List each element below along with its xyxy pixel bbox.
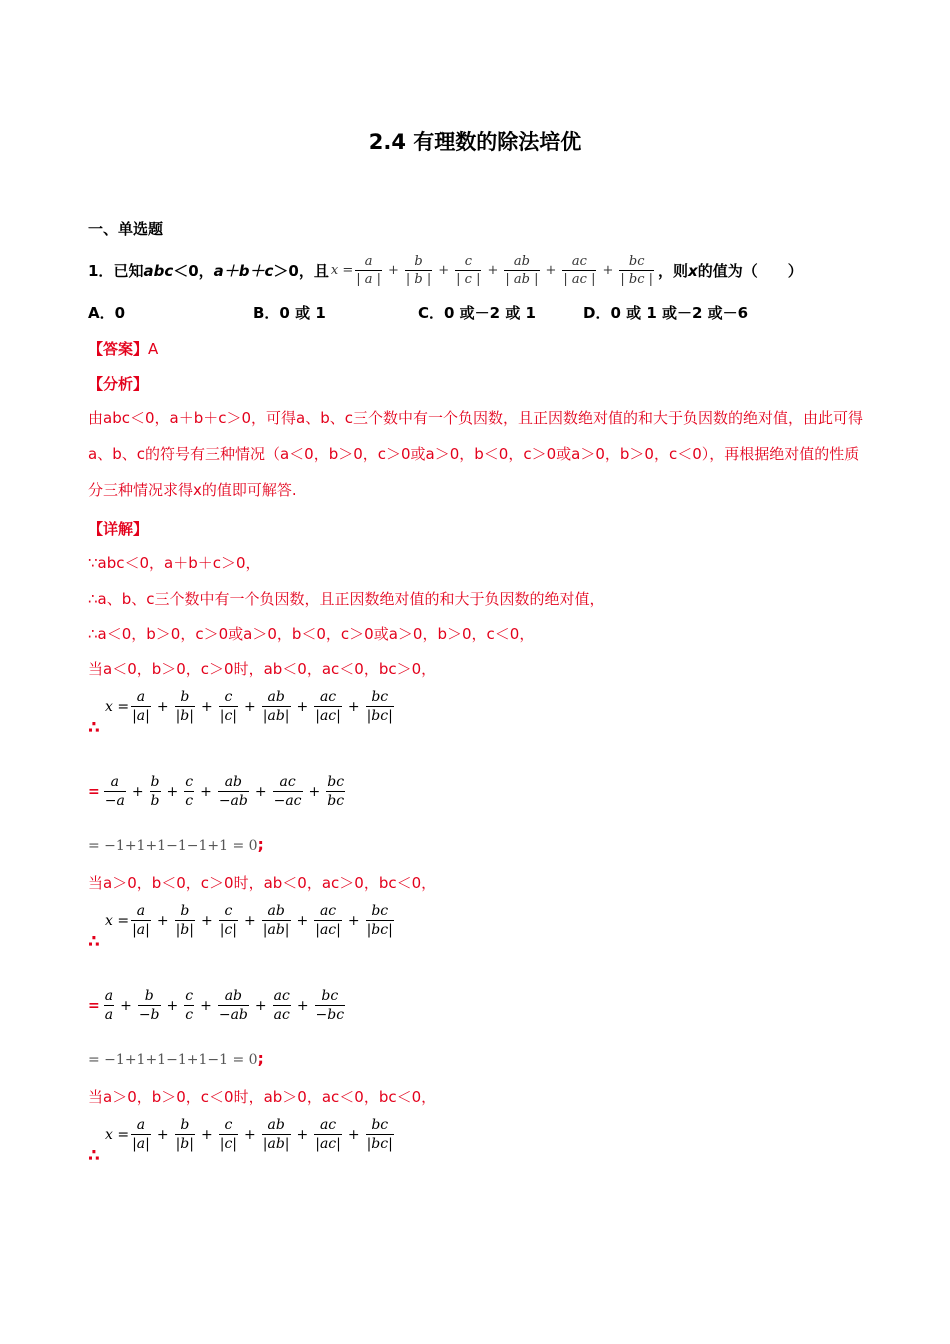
detail-line-6: 当a＞0，b＞0，c＜0时，ab＞0，ac＜0，bc＜0，	[88, 1088, 437, 1106]
case1-substitution: = $\frac{a}{-a}$ + $\frac{b}{b}$ + $\frac{c}{c}$ + $\frac{ab}{-ab}$ + $\frac{ac}{-ac}$ + $\frac{bc}{bc}$	[88, 774, 345, 809]
therefore-symbol: ∴	[88, 718, 100, 738]
answer-label: 【答案】	[88, 340, 149, 358]
question-1	[88, 255, 803, 286]
answer-row	[88, 338, 158, 359]
option-b[interactable]: B．0 或 1	[253, 304, 326, 322]
case1-result: = −1+1+1−1−1+1 = 0;	[88, 835, 264, 854]
detail-line-2: ∴a、b、c三个数中有一个负因数，且正因数绝对值的和大于负因数的绝对值，	[88, 590, 605, 608]
detail-label: 【详解】	[88, 520, 149, 538]
case3-formula: x = $\frac{a}{|a|}$ + $\frac{b}{|b|}$ + $\frac{c}{|c|}$ + $\frac{ab}{|ab|}$ + $\frac{ac}{|ac|}$ + $\frac{bc}{|bc|}$	[105, 1117, 393, 1152]
section-heading: 一、单选题	[88, 220, 164, 238]
therefore-symbol: ∴	[88, 1146, 100, 1166]
case1-formula: x = $\frac{a}{|a|}$ + $\frac{b}{|b|}$ + $\frac{c}{|c|}$ + $\frac{ab}{|ab|}$ + $\frac{ac}{|ac|}$ + $\frac{bc}{|bc|}$	[105, 689, 393, 724]
option-c[interactable]: C．0 或－2 或 1	[418, 304, 536, 322]
formula-lhs: x =	[330, 263, 354, 279]
question-number: 1．	[88, 262, 114, 281]
question-gt: ＞0，且	[273, 262, 329, 281]
therefore-symbol: ∴	[88, 932, 100, 952]
question-cond2: a＋b＋c	[213, 262, 274, 281]
question-suffix2: 的值为（ ）	[697, 262, 803, 281]
case2-formula: x = $\frac{a}{|a|}$ + $\frac{b}{|b|}$ + $\frac{c}{|c|}$ + $\frac{ab}{|ab|}$ + $\frac{ac}{|ac|}$ + $\frac{bc}{|bc|}$	[105, 903, 393, 938]
question-var: x	[688, 261, 698, 280]
detail-line-1: ∵abc＜0，a＋b＋c＞0，	[88, 554, 261, 572]
detail-line-5: 当a＞0，b＜0，c＞0时，ab＜0，ac＞0，bc＜0，	[88, 874, 437, 892]
detail-line-3: ∴a＜0，b＞0，c＞0或a＞0，b＜0，c＞0或a＞0，b＞0，c＜0，	[88, 625, 535, 643]
page-title: 2.4 有理数的除法培优	[368, 130, 582, 154]
case2-substitution: = $\frac{a}{a}$ + $\frac{b}{-b}$ + $\frac{c}{c}$ + $\frac{ab}{-ab}$ + $\frac{ac}{ac}$ + $\frac{bc}{-bc}$	[88, 988, 345, 1023]
analysis-text: 由abc＜0，a＋b＋c＞0，可得a、b、c三个数中有一个负因数，且正因数绝对值的和大于负因数的绝对值，由此可得a、b、c的符号有三种情况（a＜0，b＞0，c＞0或a＞0，b＜0，c＞0或a＞0，b＞0，c＜0），再根据绝对值的性质分三种情况求得x的值即可解答.	[88, 409, 863, 499]
question-prefix: 已知	[113, 262, 144, 281]
question-formula: x = $\frac{a}{| a |}$ + $\frac{b}{| b |}$ + $\frac{c}{| c |}$ + $\frac{ab}{| ab |}$ + $\frac{ac}{| ac |}$ + $\frac{bc}{| bc |}$	[330, 254, 654, 287]
option-d[interactable]: D．0 或 1 或－2 或－6	[583, 304, 749, 322]
question-cond1: abc	[143, 261, 174, 280]
question-suffix: ，则	[658, 262, 689, 281]
question-lt: ＜0，	[173, 262, 214, 281]
option-a[interactable]: A．0	[88, 304, 126, 322]
analysis-label: 【分析】	[88, 375, 149, 393]
answer-value: A	[148, 340, 159, 358]
detail-line-4: 当a＜0，b＞0，c＞0时，ab＜0，ac＜0，bc＞0，	[88, 660, 437, 678]
case2-result: = −1+1+1−1+1−1 = 0;	[88, 1049, 264, 1068]
